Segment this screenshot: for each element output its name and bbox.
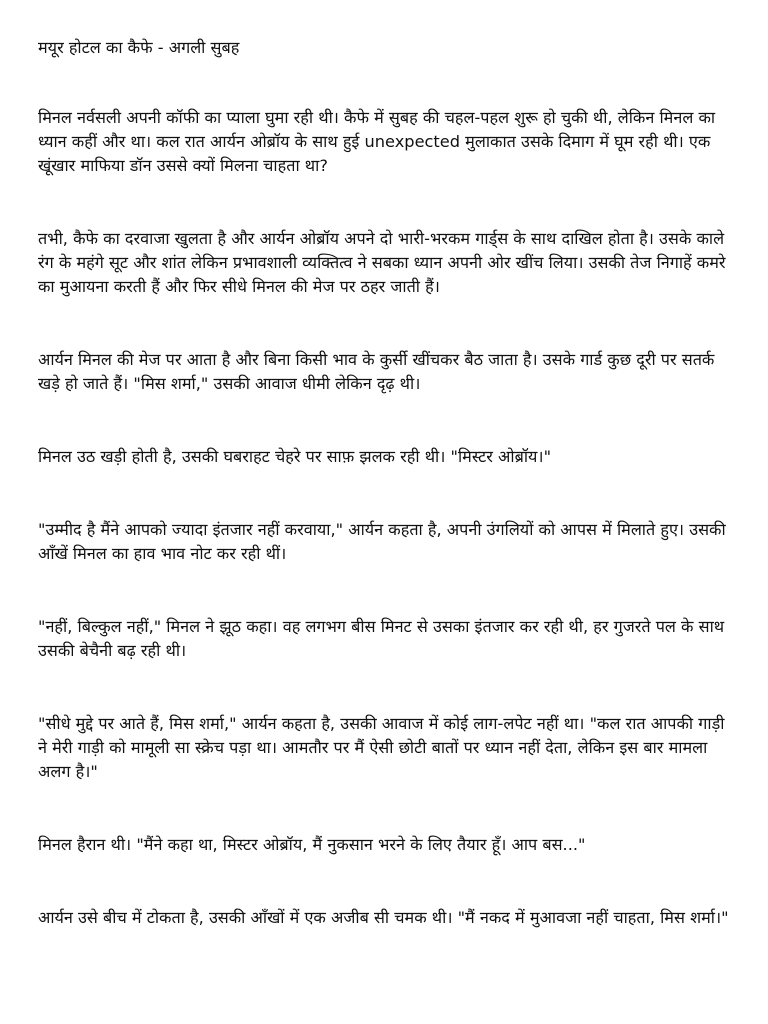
- paragraph-7: "सीधे मुद्दे पर आते हैं, मिस शर्मा," आर्यन कहता है, उसकी आवाज में कोई लाग-लपेट नहीं था। "कल रात आपकी गाड़ी ने मेरी गाड़ी को मामूली सा स्क्रेच पड़ा था। आमतौर पर मैं ऐसी छोटी बातों पर ध्यान नहीं देता, लेकिन इस बार मामला अलग है।": [38, 714, 725, 781]
- paragraph-8: मिनल हैरान थी। "मैंने कहा था, मिस्टर ओब्रॉय, मैं नुकसान भरने के लिए तैयार हूँ। आप बस...": [38, 835, 586, 854]
- scene-heading: मयूर होटल का कैफे - अगली सुबह: [38, 38, 240, 57]
- paragraph-3: आर्यन मिनल की मेज पर आता है और बिना किसी भाव के कुर्सी खींचकर बैठ जाता है। उसके गार्ड कुछ दूरी पर सतर्क खड़े हो जाते हैं। "मिस शर्मा," उसकी आवाज धीमी लेकिन दृढ़ थी।: [38, 350, 715, 393]
- paragraph-5: "उम्मीद है मैंने आपको ज्यादा इंतजार नहीं करवाया," आर्यन कहता है, अपनी उंगलियों को आपस में मिलाते हुए। उसकी आँखें मिनल का हाव भाव नोट कर रही थीं।: [38, 520, 726, 563]
- paragraph-1: मिनल नर्वसली अपनी कॉफी का प्याला घुमा रही थी। कैफे में सुबह की चहल-पहल शुरू हो चुकी थी, लेकिन मिनल का ध्यान कहीं और था। कल रात आर्यन ओब्रॉय के साथ हुई unexpected मुलाकात उसके दिमाग में घूम रही थी। एक खूंखार माफिया डॉन उससे क्यों मिलना चाहता था?: [38, 108, 716, 175]
- paragraph-2: तभी, कैफे का दरवाजा खुलता है और आर्यन ओब्रॉय अपने दो भारी-भरकम गार्ड्स के साथ दाखिल होता है। उसके काले रंग के महंगे सूट और शांत लेकिन प्रभावशाली व्यक्तित्व ने सबका ध्यान अपनी ओर खींच लिया। उसकी तेज निगाहें कमरे का मुआयना करती हैं और फिर सीधे मिनल की मेज पर ठहर जाती हैं।: [38, 229, 726, 296]
- paragraph-9: आर्यन उसे बीच में टोकता है, उसकी आँखों में एक अजीब सी चमक थी। "मैं नकद में मुआवजा नहीं चाहता, मिस शर्मा।": [38, 908, 729, 927]
- paragraph-4: मिनल उठ खड़ी होती है, उसकी घबराहट चेहरे पर साफ़ झलक रही थी। "मिस्टर ओब्रॉय।": [38, 447, 552, 466]
- paragraph-6: "नहीं, बिल्कुल नहीं," मिनल ने झूठ कहा। वह लगभग बीस मिनट से उसका इंतजार कर रही थी, हर गुजरते पल के साथ उसकी बेचैनी बढ़ रही थी।: [38, 617, 725, 660]
- document-page: [38, 36, 730, 979]
